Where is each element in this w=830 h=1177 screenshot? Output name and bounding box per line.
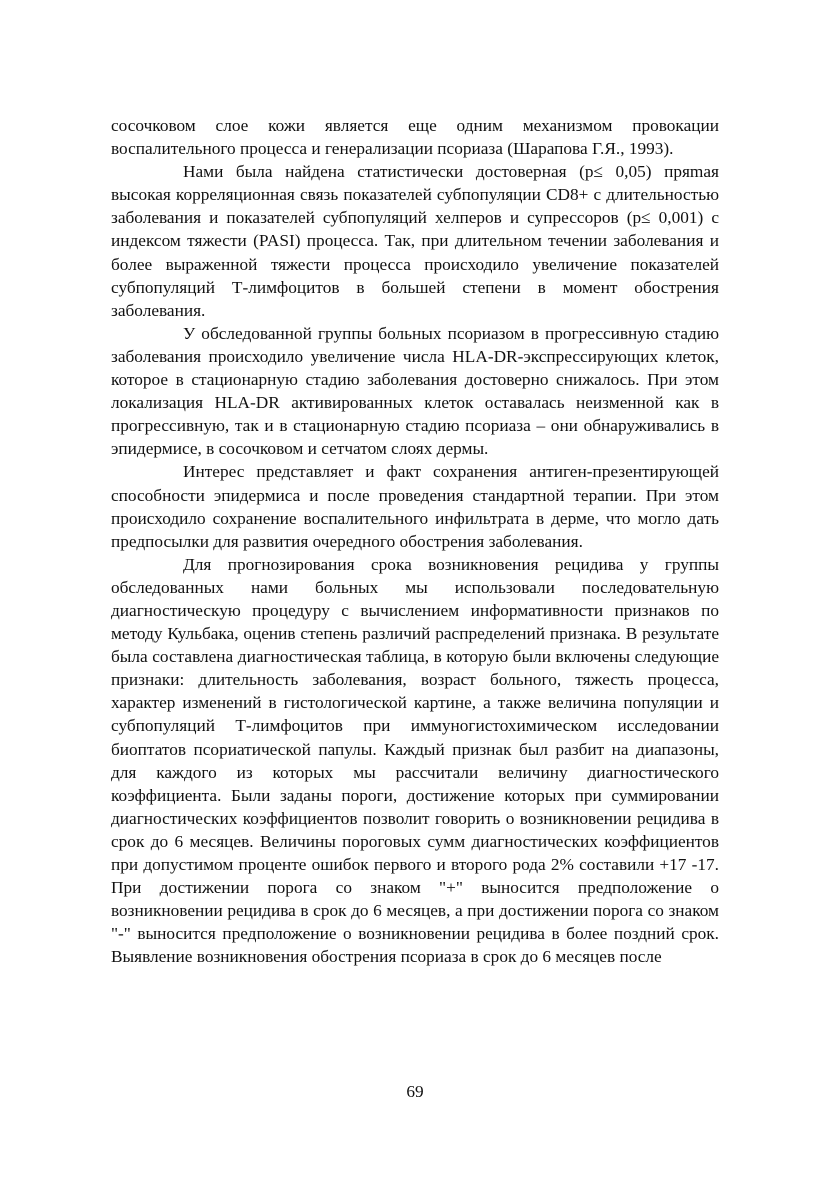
page-number: 69 bbox=[406, 1082, 424, 1101]
paragraph-4: Интерес представляет и факт сохранения антиген-презентирующей способности эпидермиса и после проведения стандартной терапии. При этом происходило сохранение воспалительного инфильтрата в дерме, что могло дать предпосылки для развития очередного обострения заболевания. bbox=[111, 462, 719, 551]
paragraph-5: Для прогнозирования срока возникновения рецидива у группы обследованных нами больных мы использовали последовательную диагностическую процедуру с вычислением информативности признаков по методу Кульбака, оценив степень различий распределений признака. В результате была составлена диагностическая таблица, в которую были включены следующие признаки: длительность заболевания, возраст больного, тяжесть процесса, характер изменений в гистологической картине, а также величина популяции и субпопуляций Т-лимфоцитов при иммуногистохимическом исследовании биоптатов псориатической папулы. Каждый признак был разбит на диапазоны, для каждого из которых мы рассчитали величину диагностического коэффициента. Были заданы пороги, достижение которых при суммировании диагностических коэффициентов позволит говорить о возникновении рецидива в срок до 6 месяцев. Величины пороговых сумм диагностических коэффициентов при допустимом проценте ошибок первого и второго рода 2% составили +17 -17. При достижении порога со знаком "+" выносится предположение о возникновении рецидива в срок до 6 месяцев, а при достижении порога со знаком "-" выносится предположение о возникновении рецидива в более поздний срок. Выявление возникновения обострения псориаза в срок до 6 месяцев после bbox=[111, 554, 719, 967]
paragraph-1: сосочковом слое кожи является еще одним механизмом провокации воспалительного процесса и генерализации псориаза (Шарапова Г.Я., 1993). bbox=[111, 116, 719, 159]
body-text bbox=[111, 114, 719, 968]
paragraph-2: Нами была найдена статистически достоверная (p≤ 0,05) пряmая высокая корреляционная связь показателей субпопуляции CD8+ с длительностью заболевания и показателей субпопуляций хелперов и супрессоров (p≤ 0,001) с индексом тяжести (PASI) процесса. Так, при длительном течении заболевания и более выраженной тяжести процесса происходило увеличение показателей субпопуляций Т-лимфоцитов в большей степени в момент обострения заболевания. bbox=[111, 162, 719, 320]
paragraph-3: У обследованной группы больных псориазом в прогрессивную стадию заболевания происходило увеличение числа HLA-DR-экспрессирующих клеток, которое в стационарную стадию заболевания достоверно снижалось. При этом локализация HLA-DR активированных клеток оставалась неизменной как в прогрессивную, так и в стационарную стадию псориаза – они обнаруживались в эпидермисе, в сосочковом и сетчатом слоях дермы. bbox=[111, 323, 719, 459]
